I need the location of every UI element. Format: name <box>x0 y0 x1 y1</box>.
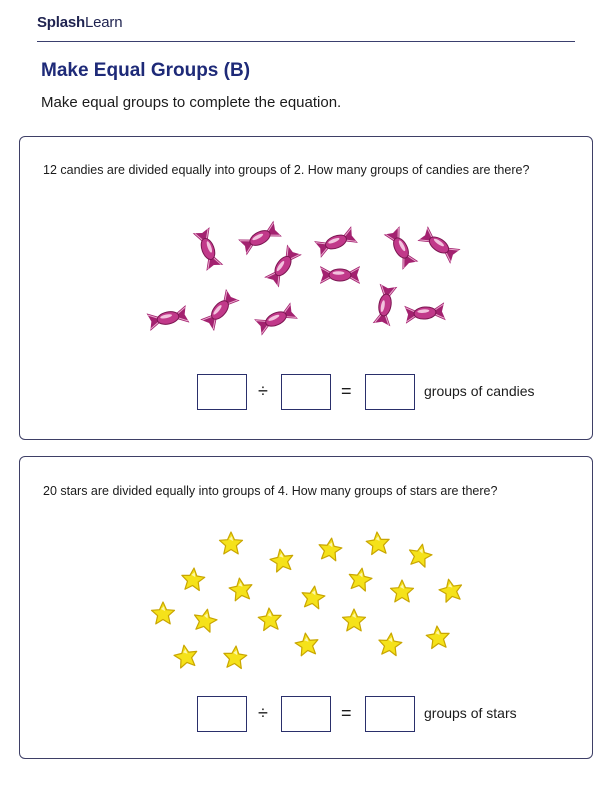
star-icon <box>173 643 199 669</box>
star-icon <box>437 577 464 603</box>
candy-icon <box>254 302 298 335</box>
divisor-answer-box[interactable] <box>281 374 331 410</box>
candy-icon <box>373 284 398 327</box>
candy-icon <box>193 227 224 271</box>
quotient-answer-box[interactable] <box>365 696 415 732</box>
star-icon <box>223 645 248 669</box>
star-icon <box>391 580 414 602</box>
stars-picture <box>20 457 592 687</box>
star-icon <box>269 547 295 573</box>
candy-icon <box>238 221 282 256</box>
candies-picture <box>20 137 592 367</box>
problem-card-stars <box>19 456 593 759</box>
logo-bold-text: Splash <box>37 14 85 31</box>
logo-light-text: Learn <box>84 14 123 31</box>
divide-symbol: ÷ <box>258 381 268 401</box>
star-icon <box>257 607 282 631</box>
problem-card-candies <box>19 136 593 440</box>
answer-unit-label: groups of stars <box>424 705 517 721</box>
dividend-answer-box[interactable] <box>197 696 247 732</box>
header-divider <box>37 41 575 42</box>
candy-icon <box>417 226 460 264</box>
star-icon <box>294 632 320 657</box>
equals-symbol: = <box>341 381 352 401</box>
star-icon <box>220 532 243 554</box>
equation-row <box>20 374 592 414</box>
candy-icon <box>147 305 190 331</box>
candy-icon <box>264 244 302 287</box>
candy-icon <box>314 226 358 258</box>
equals-symbol: = <box>341 703 352 723</box>
star-icon <box>425 625 450 649</box>
instruction-text: Make equal groups to complete the equation. <box>41 94 342 111</box>
star-icon <box>317 537 343 562</box>
equation-row <box>20 696 592 736</box>
question-text: 12 candies are divided equally into groups of 2. How many groups of candies are there? <box>43 163 530 177</box>
answer-unit-label: groups of candies <box>424 383 535 399</box>
dividend-answer-box[interactable] <box>197 374 247 410</box>
star-icon <box>407 542 434 568</box>
candy-icon <box>384 226 419 270</box>
star-icon <box>343 609 366 631</box>
star-icon <box>192 607 219 633</box>
star-icon <box>152 602 175 624</box>
splashlearn-logo <box>37 14 122 31</box>
quotient-answer-box[interactable] <box>365 374 415 410</box>
candy-icon <box>200 289 240 331</box>
star-icon <box>181 567 206 591</box>
candy-icon <box>404 302 445 323</box>
star-icon <box>378 632 403 656</box>
star-icon <box>300 585 326 610</box>
divide-symbol: ÷ <box>258 703 268 723</box>
star-icon <box>365 531 390 555</box>
divisor-answer-box[interactable] <box>281 696 331 732</box>
page-title: Make Equal Groups (B) <box>41 60 251 81</box>
star-icon <box>347 566 373 592</box>
star-icon <box>228 577 254 602</box>
candy-icon <box>320 266 360 284</box>
question-text: 20 stars are divided equally into groups of 4. How many groups of stars are there? <box>43 484 498 498</box>
